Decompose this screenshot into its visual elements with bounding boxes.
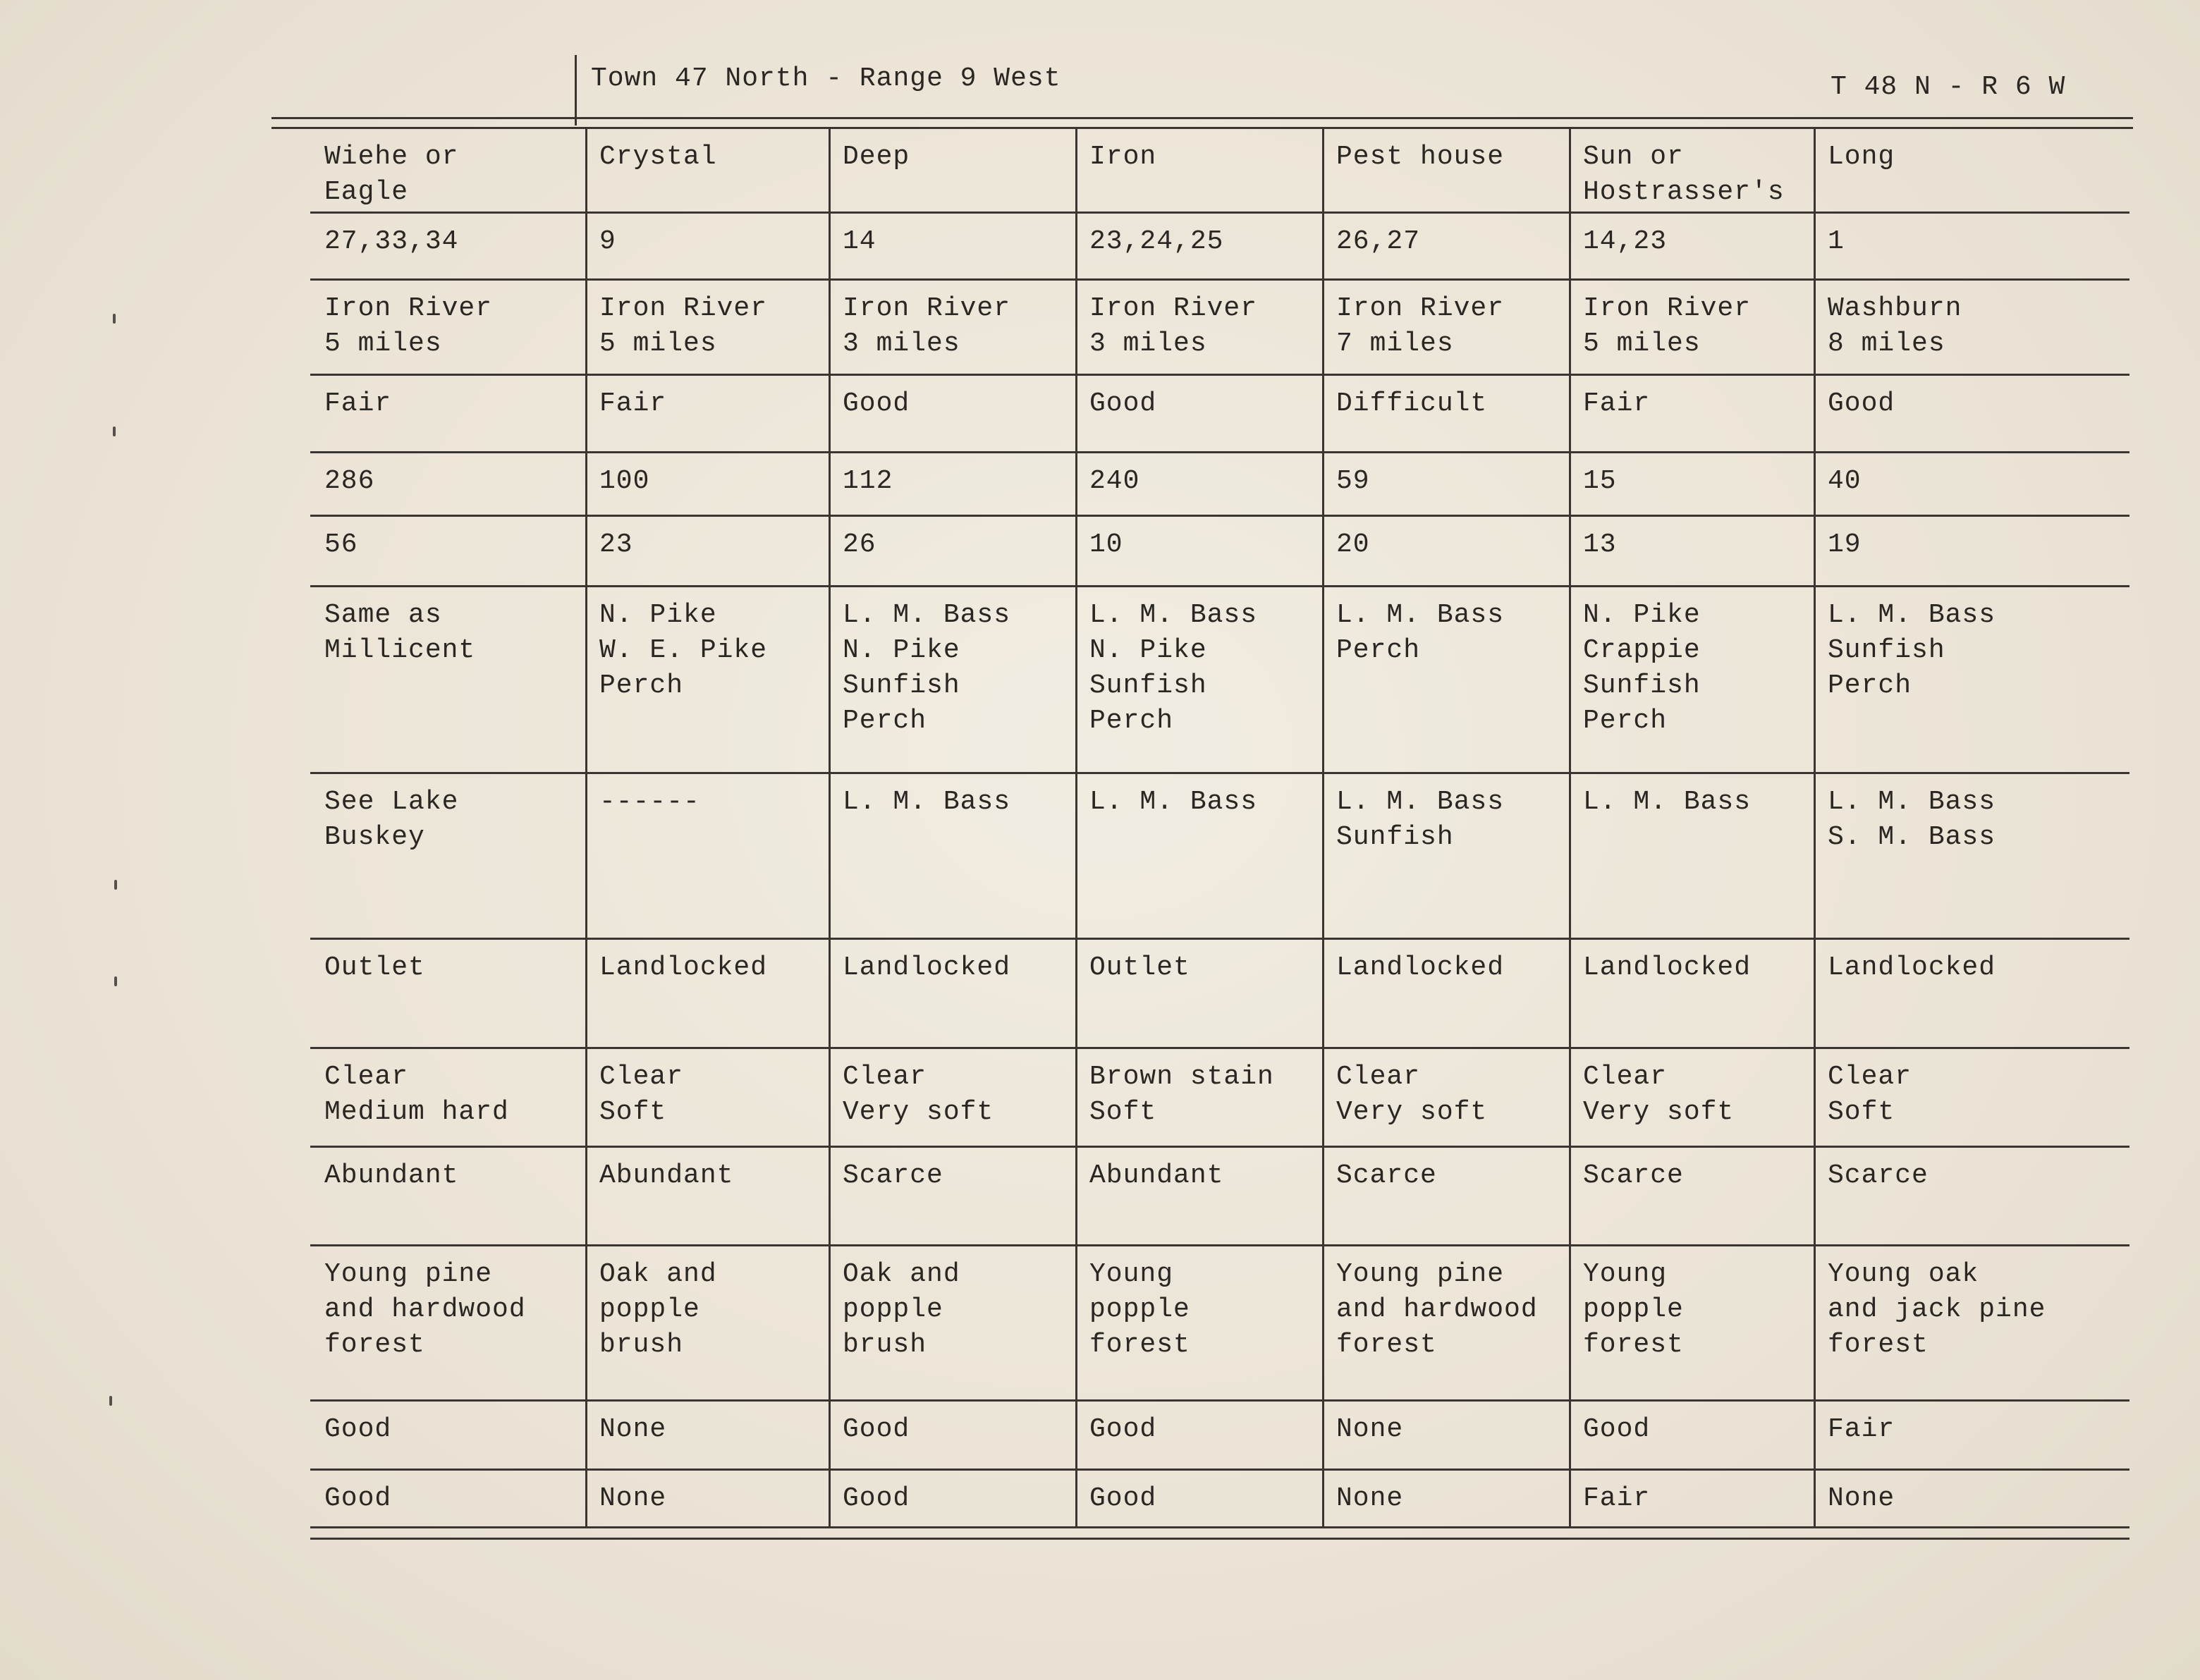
table-cell-depth: 26 xyxy=(843,529,876,560)
row-rule xyxy=(310,1469,2129,1471)
table-cell-name: Deep xyxy=(843,142,910,172)
table-cell-name: Long xyxy=(1828,142,1895,172)
table-cell-water: Brown stain Soft xyxy=(1089,1062,1274,1127)
row-rule xyxy=(310,1047,2129,1049)
table-cell-vegetation: Scarce xyxy=(1583,1160,1684,1191)
table-cell-shore: Oak and popple brush xyxy=(843,1259,960,1360)
table-cell-name: Wiehe or Eagle xyxy=(324,142,459,207)
table-cell-name: Pest house xyxy=(1336,142,1505,172)
table-cell-shore: Young popple forest xyxy=(1089,1259,1190,1360)
table-cell-drainage: Outlet xyxy=(1089,952,1190,983)
table-cell-shore: Young pine and hardwood forest xyxy=(1336,1259,1538,1360)
table-cell-sections: 14 xyxy=(843,226,876,257)
row-rule xyxy=(310,1244,2129,1246)
table-cell-access: Iron River 5 miles xyxy=(599,293,768,359)
table-cell-depth: 56 xyxy=(324,529,358,560)
table-cell-fish-stocked: L. M. Bass S. M. Bass xyxy=(1828,787,1996,852)
table-cell-row14: None xyxy=(599,1483,667,1514)
row-rule xyxy=(310,1399,2129,1402)
column-rule xyxy=(1075,127,1077,1526)
margin-mark xyxy=(114,880,117,890)
table-cell-fish-stocked: L. M. Bass xyxy=(1583,787,1752,817)
table-cell-fish-present: L. M. Bass N. Pike Sunfish Perch xyxy=(843,600,1011,736)
table-cell-fish-stocked: L. M. Bass xyxy=(843,787,1011,817)
margin-mark xyxy=(109,1396,112,1406)
table-cell-row13: Good xyxy=(843,1414,910,1445)
row-rule xyxy=(310,278,2129,281)
table-cell-fish-present: L. M. Bass N. Pike Sunfish Perch xyxy=(1089,600,1258,736)
column-rule xyxy=(1814,127,1816,1526)
table-cell-access: Iron River 7 miles xyxy=(1336,293,1505,359)
bottom-rule xyxy=(310,1538,2129,1540)
table-cell-sections: 9 xyxy=(599,226,616,257)
table-cell-drainage: Landlocked xyxy=(599,952,768,983)
header-divider xyxy=(575,55,577,125)
table-cell-depth: 19 xyxy=(1828,529,1862,560)
table-cell-shore: Young oak and jack pine forest xyxy=(1828,1259,2046,1360)
row-rule xyxy=(310,451,2129,453)
table-cell-area: 40 xyxy=(1828,466,1862,496)
township-range-corner-label: T 48 N - R 6 W xyxy=(1831,72,2066,102)
table-cell-water: Clear Very soft xyxy=(843,1062,994,1127)
table-cell-row13: Good xyxy=(1583,1414,1651,1445)
margin-mark xyxy=(114,976,117,986)
table-cell-access: Iron River 5 miles xyxy=(324,293,493,359)
header-rule xyxy=(271,117,2133,119)
table-cell-depth: 13 xyxy=(1583,529,1617,560)
row-rule xyxy=(310,1526,2129,1528)
table-cell-sections: 1 xyxy=(1828,226,1845,257)
column-rule xyxy=(829,127,831,1526)
table-cell-fish-stocked: See Lake Buskey xyxy=(324,787,459,852)
table-cell-vegetation: Scarce xyxy=(843,1160,943,1191)
table-cell-vegetation: Scarce xyxy=(1828,1160,1929,1191)
column-rule xyxy=(1322,127,1324,1526)
table-cell-drainage: Landlocked xyxy=(1583,952,1752,983)
row-rule xyxy=(310,374,2129,376)
table-cell-shore: Young popple forest xyxy=(1583,1259,1684,1360)
table-cell-water: Clear Very soft xyxy=(1336,1062,1488,1127)
table-cell-fish-present: Same as Millicent xyxy=(324,600,476,666)
table-cell-road: Good xyxy=(1089,388,1157,419)
table-cell-access: Iron River 5 miles xyxy=(1583,293,1752,359)
table-cell-access: Iron River 3 miles xyxy=(1089,293,1258,359)
table-cell-shore: Young pine and hardwood forest xyxy=(324,1259,526,1360)
table-cell-drainage: Landlocked xyxy=(843,952,1011,983)
table-cell-access: Iron River 3 miles xyxy=(843,293,1011,359)
row-rule xyxy=(310,211,2129,214)
table-cell-row14: Good xyxy=(843,1483,910,1514)
table-cell-access: Washburn 8 miles xyxy=(1828,293,1962,359)
table-cell-water: Clear Medium hard xyxy=(324,1062,509,1127)
margin-mark xyxy=(113,427,116,436)
table-cell-area: 15 xyxy=(1583,466,1617,496)
table-cell-area: 112 xyxy=(843,466,893,496)
table-cell-water: Clear Soft xyxy=(599,1062,684,1127)
row-rule xyxy=(310,772,2129,774)
table-cell-area: 100 xyxy=(599,466,650,496)
table-cell-drainage: Landlocked xyxy=(1828,952,1996,983)
table-cell-area: 286 xyxy=(324,466,375,496)
table-cell-road: Fair xyxy=(599,388,667,419)
table-cell-sections: 23,24,25 xyxy=(1089,226,1224,257)
table-cell-row13: None xyxy=(599,1414,667,1445)
row-rule xyxy=(310,938,2129,940)
table-cell-depth: 10 xyxy=(1089,529,1123,560)
table-cell-vegetation: Abundant xyxy=(599,1160,734,1191)
table-cell-depth: 20 xyxy=(1336,529,1370,560)
table-cell-sections: 26,27 xyxy=(1336,226,1421,257)
table-cell-road: Good xyxy=(1828,388,1895,419)
table-cell-row13: None xyxy=(1336,1414,1404,1445)
row-rule xyxy=(310,585,2129,587)
table-cell-shore: Oak and popple brush xyxy=(599,1259,717,1360)
table-cell-depth: 23 xyxy=(599,529,633,560)
table-cell-fish-present: N. Pike Crappie Sunfish Perch xyxy=(1583,600,1701,736)
table-cell-row13: Good xyxy=(1089,1414,1157,1445)
row-rule xyxy=(310,515,2129,517)
table-cell-road: Fair xyxy=(1583,388,1651,419)
table-cell-fish-present: L. M. Bass Perch xyxy=(1336,600,1505,666)
table-cell-sections: 27,33,34 xyxy=(324,226,459,257)
table-cell-road: Fair xyxy=(324,388,392,419)
table-cell-name: Crystal xyxy=(599,142,717,172)
table-cell-water: Clear Soft xyxy=(1828,1062,1912,1127)
table-cell-road: Good xyxy=(843,388,910,419)
table-cell-name: Sun or Hostrasser's xyxy=(1583,142,1785,207)
table-cell-drainage: Outlet xyxy=(324,952,425,983)
table-cell-row14: None xyxy=(1336,1483,1404,1514)
table-cell-name: Iron xyxy=(1089,142,1157,172)
margin-mark xyxy=(113,314,116,324)
table-cell-water: Clear Very soft xyxy=(1583,1062,1735,1127)
table-cell-row13: Good xyxy=(324,1414,392,1445)
table-cell-vegetation: Scarce xyxy=(1336,1160,1437,1191)
table-cell-drainage: Landlocked xyxy=(1336,952,1505,983)
column-rule xyxy=(585,127,587,1526)
table-cell-row14: Good xyxy=(1089,1483,1157,1514)
table-cell-area: 240 xyxy=(1089,466,1140,496)
table-cell-sections: 14,23 xyxy=(1583,226,1668,257)
row-rule xyxy=(310,1146,2129,1148)
table-cell-fish-stocked: ------ xyxy=(599,787,700,817)
table-cell-vegetation: Abundant xyxy=(324,1160,459,1191)
table-cell-area: 59 xyxy=(1336,466,1370,496)
table-cell-vegetation: Abundant xyxy=(1089,1160,1224,1191)
table-cell-fish-present: L. M. Bass Sunfish Perch xyxy=(1828,600,1996,701)
table-cell-fish-present: N. Pike W. E. Pike Perch xyxy=(599,600,768,701)
township-range-heading: Town 47 North - Range 9 West xyxy=(591,63,1061,94)
table-cell-road: Difficult xyxy=(1336,388,1488,419)
table-cell-fish-stocked: L. M. Bass Sunfish xyxy=(1336,787,1505,852)
table-cell-row14: Fair xyxy=(1583,1483,1651,1514)
table-cell-row13: Fair xyxy=(1828,1414,1895,1445)
header-rule-double xyxy=(271,127,2133,129)
table-cell-fish-stocked: L. M. Bass xyxy=(1089,787,1258,817)
column-rule xyxy=(1569,127,1571,1526)
table-cell-row14: None xyxy=(1828,1483,1895,1514)
table-cell-row14: Good xyxy=(324,1483,392,1514)
